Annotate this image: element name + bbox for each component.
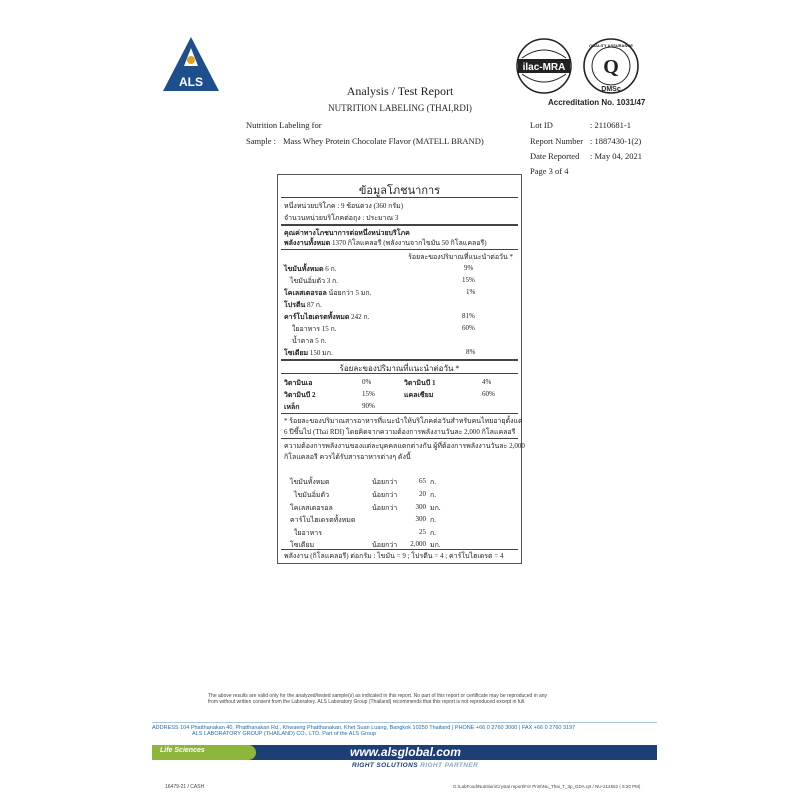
vitamin-label: แคลเซียม xyxy=(404,391,434,399)
vitamin-label: วิตามินบี 2 xyxy=(284,391,316,399)
energy-label: พลังงานทั้งหมด xyxy=(284,239,331,247)
daily-value-amount: 300 xyxy=(415,515,426,523)
sample-label: Sample : xyxy=(246,136,276,146)
daily-value-label: โคเลสเตอรอล xyxy=(290,504,333,512)
page-number: Page 3 of 4 xyxy=(530,166,569,176)
divider xyxy=(281,549,518,550)
daily-value-amount: 300 xyxy=(415,503,426,511)
daily-value-amount: 2,000 xyxy=(410,540,426,548)
divider xyxy=(281,197,518,198)
seal-bottom-text: DMSc xyxy=(601,86,621,93)
disclaimer-line: The above results are valid only for the analyzed/tested sample(s) as indicated in this report. No part of this report or certificate may be reproduced in any xyxy=(208,693,548,699)
ilac-mra-logo xyxy=(512,36,576,96)
daily-value-label: ไขมันทั้งหมด xyxy=(290,478,330,486)
daily-value-label: ใยอาหาร xyxy=(294,529,322,537)
nutrient-percent: 15% xyxy=(462,276,475,284)
nutrient-percent: 1% xyxy=(466,288,476,296)
report-number-label: Report Number xyxy=(530,136,584,146)
tagline-part: RIGHT PARTNER xyxy=(420,762,479,769)
daily-value-amount: 65 xyxy=(419,477,426,485)
file-path: G:\LabFood\Nutrition\Crystal report\For Print\Nu_Thai_T_3p_GDA.rpt / NU-214552 ( 5:20 PM) xyxy=(453,784,641,789)
energy-row xyxy=(284,238,487,249)
nutrient-row: ใยอาหาร 15 ก. xyxy=(292,325,337,333)
lot-id-value: : 2110681-1 xyxy=(590,120,632,130)
ilac-mra-text: ilac-MRA xyxy=(522,62,566,73)
nutrient-percent: 9% xyxy=(464,264,474,272)
nutrient-row: ไขมันทั้งหมด 6 ก. xyxy=(284,265,337,273)
vitamin-label: วิตามินบี 1 xyxy=(404,379,436,387)
vitamin-percent: 4% xyxy=(482,378,492,386)
report-subtitle: NUTRITION LABELING (THAI,RDI) xyxy=(328,103,472,113)
lot-id-label: Lot ID xyxy=(530,120,553,130)
daily-value-qualifier: น้อยกว่า xyxy=(372,541,398,549)
daily-value-unit: ก. xyxy=(430,478,436,486)
energy-note-line: กิโลแคลอรี ควรได้รับสารอาหารต่างๆ ดังนี้ xyxy=(284,453,411,461)
rdi-heading: ร้อยละของปริมาณที่แนะนำต่อวัน * xyxy=(408,253,513,261)
vitamin-percent: 60% xyxy=(482,390,495,398)
panel-title: ข้อมูลโภชนาการ xyxy=(358,185,441,197)
daily-value-amount: 20 xyxy=(419,490,426,498)
nutrient-percent: 60% xyxy=(462,324,475,332)
disclaimer-line: from without written consent from the Laboratory. ALS Laboratory Group (Thailand) recommends that this report is not reproduced except in full. xyxy=(208,699,526,705)
nutrient-row: โซเดียม 150 มก. xyxy=(284,349,333,357)
daily-value-unit: ก. xyxy=(430,491,436,499)
daily-value-unit: ก. xyxy=(430,529,436,537)
nutrient-percent: 81% xyxy=(462,312,475,320)
vitamin-percent: 90% xyxy=(362,402,375,410)
per-serving-heading: คุณค่าทางโภชนาการต่อหนึ่งหน่วยบริโภค xyxy=(284,229,410,237)
life-sciences-label: Life Sciences xyxy=(160,747,205,754)
nutrition-facts-panel xyxy=(277,174,525,564)
accreditation-number: Accreditation No. 1031/47 xyxy=(548,98,646,107)
daily-value-qualifier: น้อยกว่า xyxy=(372,478,398,486)
nutrient-row: โปรตีน 87 ก. xyxy=(284,301,322,309)
sample-value: Mass Whey Protein Chocolate Flavor (MATELL BRAND) xyxy=(283,136,484,146)
daily-value-label: ไขมันอิ่มตัว xyxy=(294,491,329,499)
divider xyxy=(281,373,518,374)
daily-value-unit: ก. xyxy=(430,516,436,524)
vitamin-percent: 15% xyxy=(362,390,375,398)
divider xyxy=(281,249,518,250)
dmsc-quality-seal xyxy=(580,36,642,96)
divider xyxy=(281,413,518,414)
report-title: Analysis / Test Report xyxy=(346,84,454,98)
daily-value-label: คาร์โบไฮเดรตทั้งหมด xyxy=(290,516,356,524)
date-reported-value: : May 04, 2021 xyxy=(590,151,642,161)
lab-address: ADDRESS 104 Phatthanakan 40, Phatthanakan Rd., Khwaeng Phatthanakan, Khet Suan Luang, Bangkok 10250 Thailand | PHONE +66 0 2760 3000 | FAX +66 0 2760 3197 xyxy=(152,725,576,731)
nutrient-percent: 8% xyxy=(466,348,476,356)
daily-value-qualifier: น้อยกว่า xyxy=(372,504,398,512)
nutrient-row: คาร์โบไฮเดรตทั้งหมด 242 ก. xyxy=(284,313,370,321)
vitamin-heading: ร้อยละของปริมาณที่แนะนำต่อวัน * xyxy=(339,364,460,373)
tagline xyxy=(352,762,478,769)
document-code: 16479-21 / CASH xyxy=(165,784,205,790)
vitamin-label: วิตามินเอ xyxy=(284,379,313,387)
serving-size: หนึ่งหน่วยบริโภค : 9 ช้อนตวง (360 กรัม) xyxy=(284,202,404,210)
labeling-for: Nutrition Labeling for xyxy=(246,120,322,130)
vitamin-label: เหล็ก xyxy=(284,403,300,411)
seal-q-letter: Q xyxy=(603,56,619,78)
footnote-line: 6 ปีขึ้นไป (Thai RDI) โดยคิดจากความต้องการพลังงานวันละ 2,000 กิโลแคลอรี xyxy=(284,428,516,436)
divider xyxy=(281,438,518,439)
daily-value-label: โซเดียม xyxy=(290,541,315,549)
nutrient-row: โคเลสเตอรอล น้อยกว่า 5 มก. xyxy=(284,289,372,297)
energy-per-gram: พลังงาน (กิโลแคลอรี) ต่อกรัม : ไขมัน = 9 ; โปรตีน = 4 ; คาร์โบไฮเดรต = 4 xyxy=(284,552,504,560)
daily-value-qualifier: น้อยกว่า xyxy=(372,491,398,499)
nutrient-row: ไขมันอิ่มตัว 3 ก. xyxy=(290,277,338,285)
seal-top-text: QUALITY ASSURANCE xyxy=(589,43,633,48)
daily-value-unit: มก. xyxy=(430,541,441,549)
report-number-value: : 1887430-1(2) xyxy=(590,136,642,146)
energy-note-line: ความต้องการพลังงานของแต่ละบุคคลแตกต่างกัน ผู้ที่ต้องการพลังงานวันละ 2,000 xyxy=(284,442,525,450)
daily-value-amount: 25 xyxy=(419,528,426,536)
daily-value-unit: มก. xyxy=(430,504,441,512)
energy-value: 1370 กิโลแคลอรี (พลังงานจากไขมัน 50 กิโลแคลอรี) xyxy=(332,239,487,247)
divider xyxy=(281,224,518,226)
disclaimer xyxy=(208,693,600,705)
nutrient-row: น้ำตาล 5 ก. xyxy=(292,337,327,345)
date-reported-label: Date Reported xyxy=(530,151,580,161)
address-bar xyxy=(152,722,657,741)
servings-per-pack: จำนวนหน่วยบริโภคต่อถุง : ประมาณ 3 xyxy=(284,214,399,222)
lab-company: ALS LABORATORY GROUP (THAILAND) CO., LTD. Part of the ALS Group xyxy=(192,731,377,737)
vitamin-percent: 0% xyxy=(362,378,372,386)
divider xyxy=(281,359,518,361)
als-logo-text: ALS xyxy=(179,75,203,89)
website-link[interactable]: www.alsglobal.com xyxy=(350,745,461,759)
footnote-line: * ร้อยละของปริมาณสารอาหารที่แนะนำให้บริโภคต่อวันสำหรับคนไทยอายุตั้งแต่ xyxy=(284,417,523,425)
tagline-part: RIGHT SOLUTIONS xyxy=(352,762,418,769)
